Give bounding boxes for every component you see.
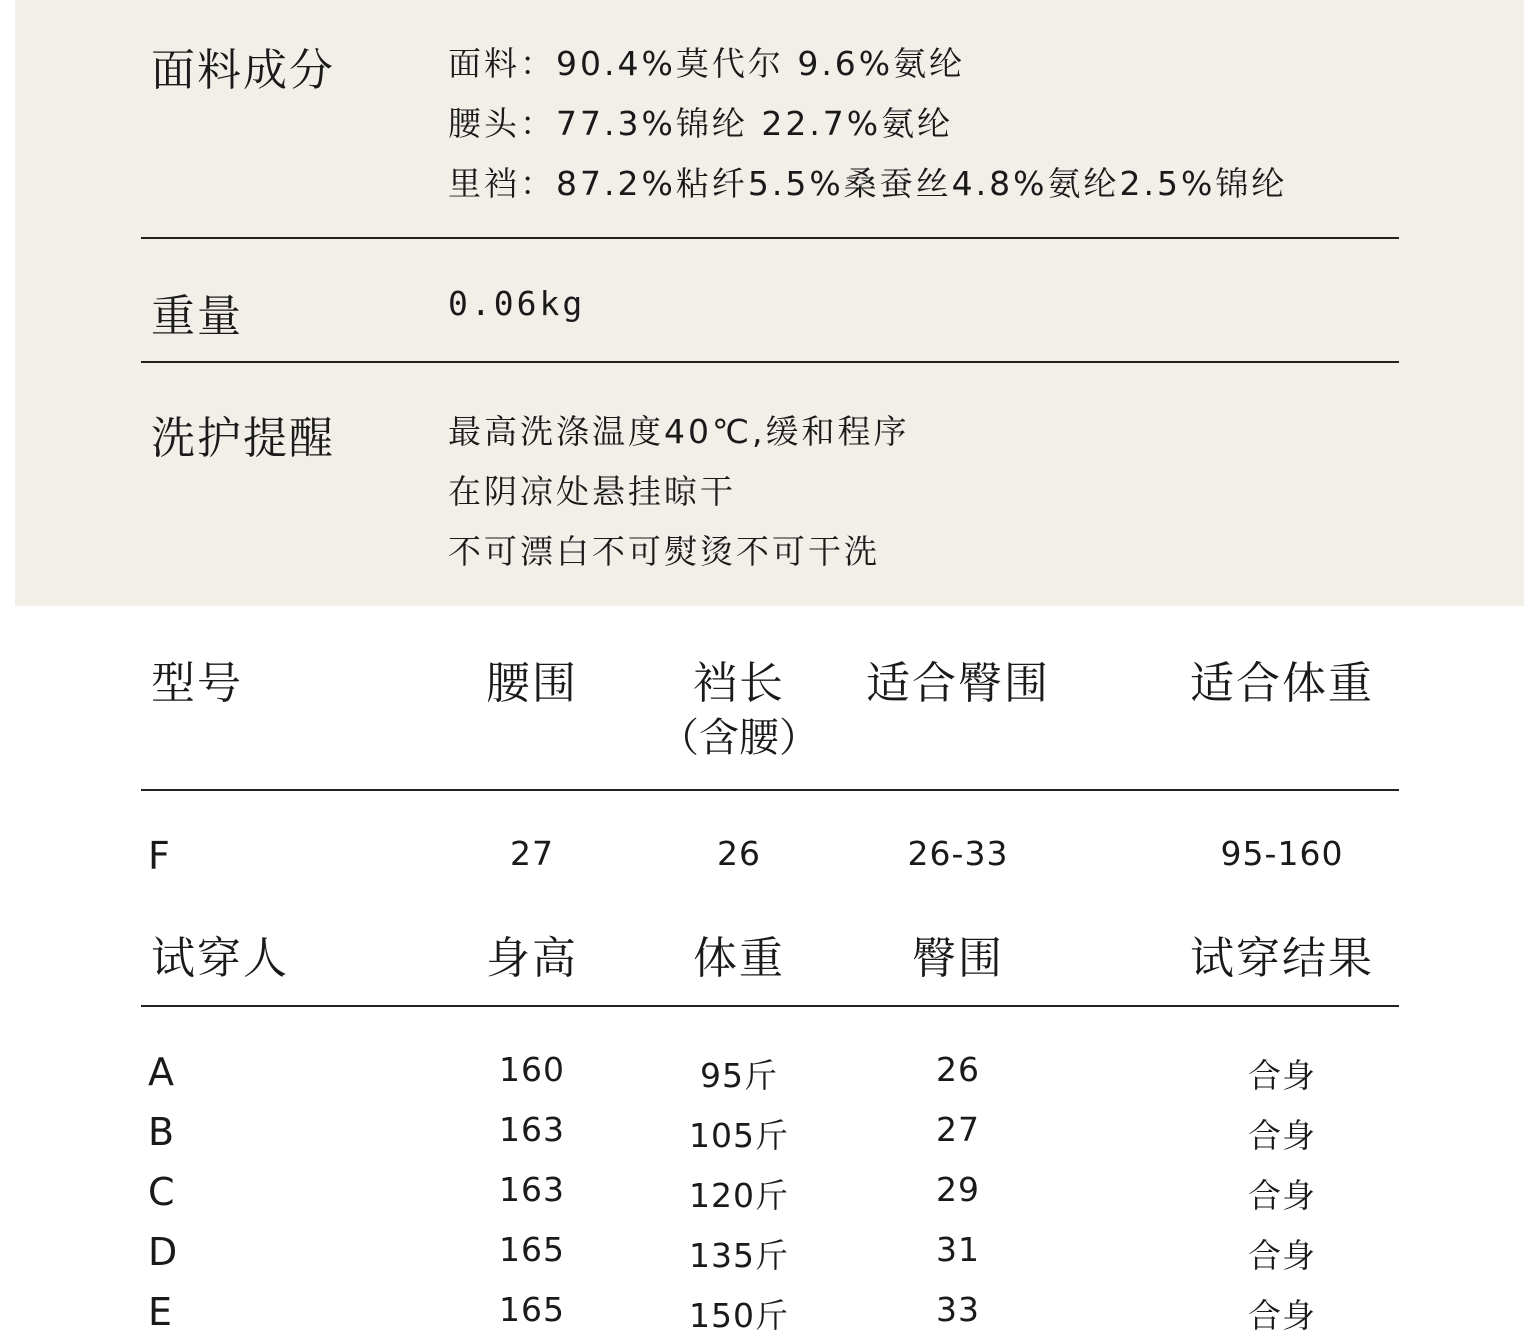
fit-row-person: B xyxy=(148,1110,175,1154)
size-row-waist: 27 xyxy=(510,834,554,873)
size-row-model: F xyxy=(148,834,170,878)
fit-row-result: 合身 xyxy=(1248,1116,1316,1155)
fit-row-result: 合身 xyxy=(1248,1056,1316,1095)
fit-header-hip: 臀围 xyxy=(912,933,1004,984)
fit-header-result: 试穿结果 xyxy=(1190,933,1374,984)
fit-row-person: A xyxy=(148,1050,174,1094)
fit-row-result: 合身 xyxy=(1248,1236,1316,1275)
care-line-1: 最高洗涤温度40℃,缓和程序 xyxy=(448,412,910,451)
size-header-rise-sub: （含腰） xyxy=(659,715,819,761)
fit-row-weight: 120斤 xyxy=(689,1176,789,1215)
fit-row-height: 163 xyxy=(499,1110,565,1149)
fabric-line-3: 里裆：87.2%粘纤5.5%桑蚕丝4.8%氨纶2.5%锦纶 xyxy=(448,164,1288,203)
fit-header-height: 身高 xyxy=(486,933,578,984)
size-header-waist: 腰围 xyxy=(486,658,578,709)
fabric-label: 面料成分 xyxy=(151,45,335,96)
fit-header-person: 试穿人 xyxy=(151,933,289,984)
fit-row-height: 163 xyxy=(499,1170,565,1209)
fit-row-person: E xyxy=(148,1290,173,1334)
weight-value: 0.06kg xyxy=(448,284,586,323)
fit-row-person: C xyxy=(148,1170,175,1214)
size-header-rise: 裆长 xyxy=(693,658,785,709)
divider xyxy=(141,237,1399,239)
divider xyxy=(141,1005,1399,1007)
fabric-line-2: 腰头：77.3%锦纶 22.7%氨纶 xyxy=(448,104,954,143)
care-line-3: 不可漂白不可熨烫不可干洗 xyxy=(448,532,880,571)
fit-row-result: 合身 xyxy=(1248,1296,1316,1335)
fit-row-height: 165 xyxy=(499,1290,565,1329)
fabric-line-1: 面料：90.4%莫代尔 9.6%氨纶 xyxy=(448,44,966,83)
fit-row-weight: 150斤 xyxy=(689,1296,789,1335)
size-header-weight: 适合体重 xyxy=(1190,658,1374,709)
weight-label: 重量 xyxy=(151,291,243,342)
fit-row-weight: 105斤 xyxy=(689,1116,789,1155)
care-label: 洗护提醒 xyxy=(151,413,335,464)
fit-header-weight: 体重 xyxy=(693,933,785,984)
fit-row-hip: 29 xyxy=(936,1170,980,1209)
fit-row-weight: 135斤 xyxy=(689,1236,789,1275)
size-row-hip: 26-33 xyxy=(907,834,1009,873)
fit-row-height: 160 xyxy=(499,1050,565,1089)
care-line-2: 在阴凉处悬挂晾干 xyxy=(448,472,736,511)
fit-row-person: D xyxy=(148,1230,178,1274)
size-header-hip: 适合臀围 xyxy=(866,658,1050,709)
size-row-weight: 95-160 xyxy=(1220,834,1344,873)
fit-row-hip: 31 xyxy=(936,1230,980,1269)
fit-row-hip: 26 xyxy=(936,1050,980,1089)
fit-row-hip: 27 xyxy=(936,1110,980,1149)
divider xyxy=(141,361,1399,363)
divider xyxy=(141,789,1399,791)
fit-row-hip: 33 xyxy=(936,1290,980,1329)
fit-row-result: 合身 xyxy=(1248,1176,1316,1215)
size-row-rise: 26 xyxy=(717,834,761,873)
fit-row-height: 165 xyxy=(499,1230,565,1269)
fit-row-weight: 95斤 xyxy=(700,1056,778,1095)
size-header-model: 型号 xyxy=(151,658,243,709)
